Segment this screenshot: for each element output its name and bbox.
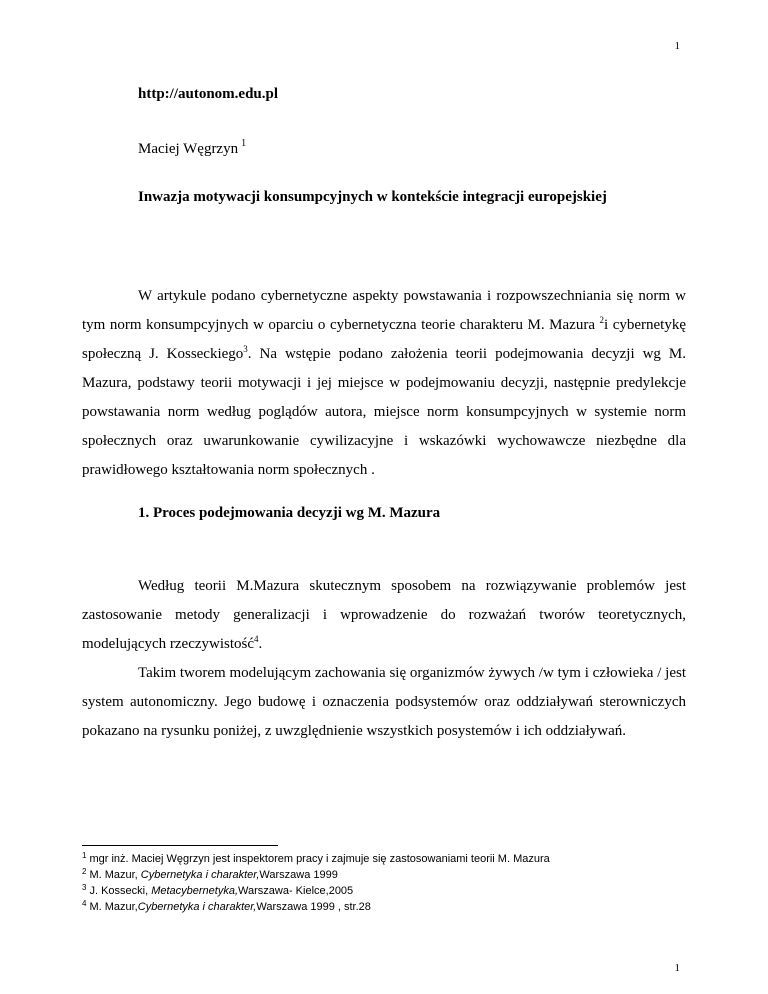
footnote-4 xyxy=(82,899,686,915)
footnote-number: 2 xyxy=(82,867,87,876)
footnote-number: 1 xyxy=(82,851,87,860)
footnote-publication: Warszawa- Kielce,2005 xyxy=(238,885,354,897)
footnote-number: 3 xyxy=(82,883,87,892)
author-name xyxy=(138,138,246,158)
author-footnote-ref[interactable]: 1 xyxy=(241,138,247,149)
footnote-book-title: Cybernetyka i charakter, xyxy=(137,901,257,913)
footnote-book-title: Metacybernetyka, xyxy=(151,885,239,897)
page-number-bottom: 1 xyxy=(674,962,680,974)
footnote-ref-4[interactable]: 4 xyxy=(254,634,259,644)
article-title: Inwazja motywacji konsumpcyjnych w kontekście integracji europejskiej xyxy=(138,189,607,205)
footnote-publication: Warszawa 1999 xyxy=(259,869,338,881)
footnote-author: M. Mazur, xyxy=(89,869,141,881)
footnote-3 xyxy=(82,883,686,899)
body-paragraph-1-text: Według teorii M.Mazura skutecznym sposobem na rozwiązywanie problemów jest zastosowanie metody generalizacji i wprowadzenie do rozważań tworów teoretycznych, modelujących rzeczywistość xyxy=(82,578,686,652)
footnotes xyxy=(82,851,686,915)
footnote-publication: Warszawa 1999 , str.28 xyxy=(256,901,371,913)
body-paragraph-2: Takim tworem modelującym zachowania się organizmów żywych /w tym i człowieka / jest system autonomiczny. Jego budowę i oznaczenia podsystemów oraz oddziaływań sterowniczych pokazano na rysunku poniżej, z uwzględnienie wszystkich posystemów i ich oddziaływań. xyxy=(82,665,686,739)
footnote-author: J. Kossecki, xyxy=(89,885,152,897)
footnote-1 xyxy=(82,851,686,867)
footnote-ref-2[interactable]: 2 xyxy=(599,315,605,325)
body-paragraph-1 xyxy=(82,572,686,659)
page-number-top: 1 xyxy=(674,40,680,52)
abstract-paragraph xyxy=(82,282,686,485)
abstract-text-2: i cybernetykę społeczną J. Kosseckiego xyxy=(82,317,687,362)
section-heading: 1. Proces podejmowania decyzji wg M. Mazura xyxy=(138,505,441,521)
footnote-2 xyxy=(82,867,686,883)
body-paragraph-1-end: . xyxy=(258,636,263,652)
footnote-divider xyxy=(82,845,278,846)
footnote-ref-3[interactable]: 3 xyxy=(243,344,248,354)
site-url[interactable]: http://autonom.edu.pl xyxy=(138,86,279,102)
abstract-text-3: . Na wstępie podano założenia teorii podejmowania decyzji wg M. Mazura, podstawy teorii motywacji i jej miejsce w podejmowaniu decyzji, następnie predylekcje powstawania norm według poglądów autora, miejsce norm konsumpcyjnych w systemie norm społecznych oraz uwarunkowanie cywilizacyjne i wskazówki wychowawcze niezbędne dla prawidłowego kształtowania norm społecznych . xyxy=(82,346,686,478)
footnote-book-title: Cybernetyka i charakter, xyxy=(140,869,260,881)
footnote-number: 4 xyxy=(82,899,87,908)
author-text: Maciej Węgrzyn xyxy=(138,141,239,157)
section-body xyxy=(82,572,686,746)
footnote-author: M. Mazur, xyxy=(89,901,138,913)
footnote-text: mgr inż. Maciej Węgrzyn jest inspektorem pracy i zajmuje się zastosowaniami teorii M. Mazura xyxy=(89,853,550,865)
abstract-text-1: W artykule podano cybernetyczne aspekty powstawania i rozpowszechniania się norm w tym norm konsumpcyjnych w oparciu o cybernetyczna teorie charakteru M. Mazura xyxy=(82,288,686,333)
